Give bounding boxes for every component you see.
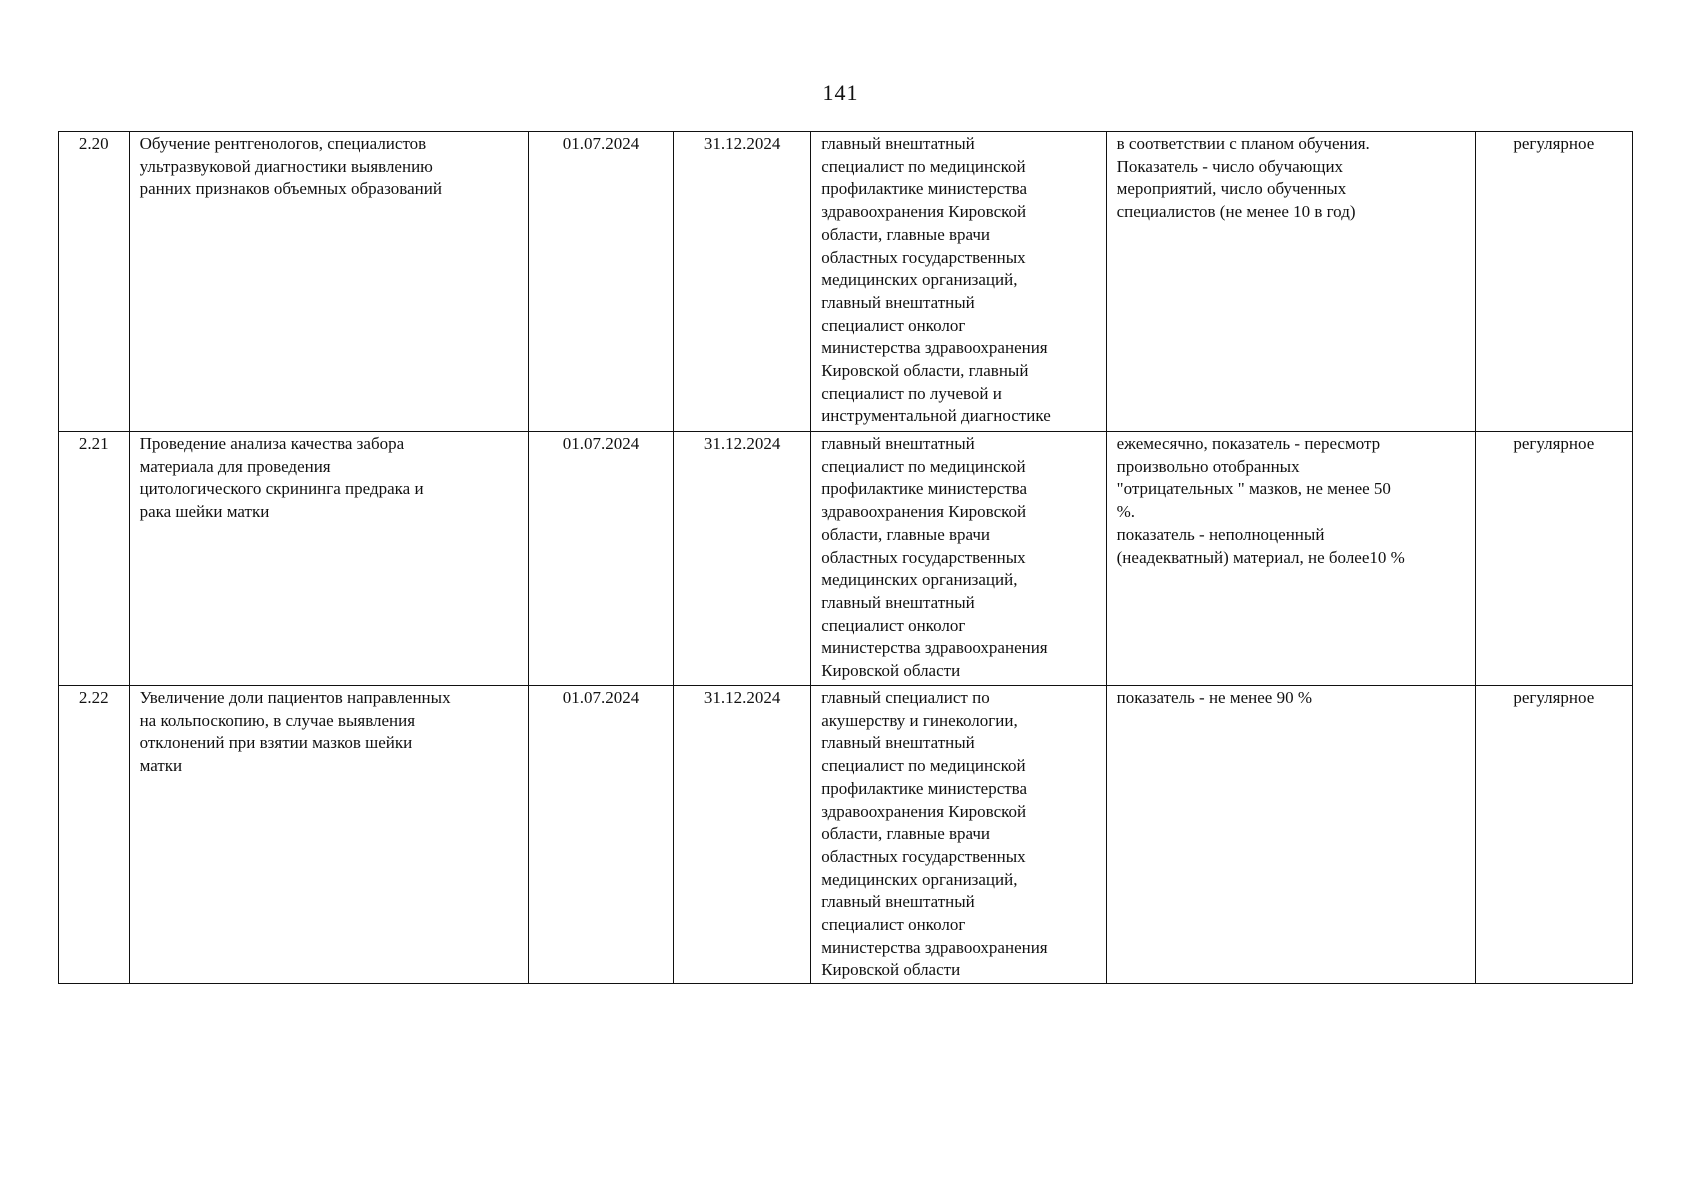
responsible-text: главный внештатный специалист по медицинской профилактике министерства здравоохранения Кировской области, главные врачи областных государственных медицинских организаций, главный внештатный специалист онколог министерства здравоохранения Кировской области, главный специалист по лучевой и инструментальной диагностике <box>821 134 1051 426</box>
type-cell: регулярное <box>1475 432 1632 686</box>
activity-text: Увеличение доли пациентов направленных на кольпоскопию, в случае выявления отклонений при взятии мазков шейки матки <box>139 688 451 776</box>
row-number: 2.22 <box>59 686 130 984</box>
activities-table <box>58 131 1633 984</box>
end-date: 31.12.2024 <box>674 686 811 984</box>
activity-cell <box>129 686 528 984</box>
type-cell: регулярное <box>1475 132 1632 432</box>
type-cell: регулярное <box>1475 686 1632 984</box>
activity-cell <box>129 432 528 686</box>
responsible-cell <box>811 432 1106 686</box>
end-date: 31.12.2024 <box>674 432 811 686</box>
indicator-text: ежемесячно, показатель - пересмотр произвольно отобранных "отрицательных " мазков, не менее 50 %. показатель - неполноценный (неадекватный) материал, не более10 % <box>1116 434 1405 567</box>
indicator-cell <box>1106 686 1475 984</box>
row-number: 2.20 <box>59 132 130 432</box>
activity-cell <box>129 132 528 432</box>
responsible-cell <box>811 686 1106 984</box>
table-row <box>59 686 1633 984</box>
table-row <box>59 432 1633 686</box>
start-date: 01.07.2024 <box>528 686 673 984</box>
indicator-text: в соответствии с планом обучения. Показатель - число обучающих мероприятий, число обученных специалистов (не менее 10 в год) <box>1116 134 1370 222</box>
end-date: 31.12.2024 <box>674 132 811 432</box>
responsible-cell <box>811 132 1106 432</box>
page-number: 141 <box>822 80 859 105</box>
indicator-cell <box>1106 432 1475 686</box>
responsible-text: главный внештатный специалист по медицинской профилактике министерства здравоохранения Кировской области, главные врачи областных государственных медицинских организаций, главный внештатный специалист онколог министерства здравоохранения Кировской области <box>821 434 1048 681</box>
indicator-text: показатель - не менее 90 % <box>1116 688 1313 707</box>
responsible-text: главный специалист по акушерству и гинекологии, главный внештатный специалист по медицинской профилактике министерства здравоохранения Кировской области, главные врачи областных государственных медицинских организаций, главный внештатный специалист онколог министерства здравоохранения Кировской области <box>821 688 1048 980</box>
start-date: 01.07.2024 <box>528 132 673 432</box>
activity-text: Обучение рентгенологов, специалистов ультразвуковой диагностики выявлению ранних признаков объемных образований <box>139 134 442 199</box>
table-row <box>59 132 1633 432</box>
row-number: 2.21 <box>59 432 130 686</box>
activity-text: Проведение анализа качества забора материала для проведения цитологического скрининга предрака и рака шейки матки <box>139 434 424 522</box>
indicator-cell <box>1106 132 1475 432</box>
start-date: 01.07.2024 <box>528 432 673 686</box>
